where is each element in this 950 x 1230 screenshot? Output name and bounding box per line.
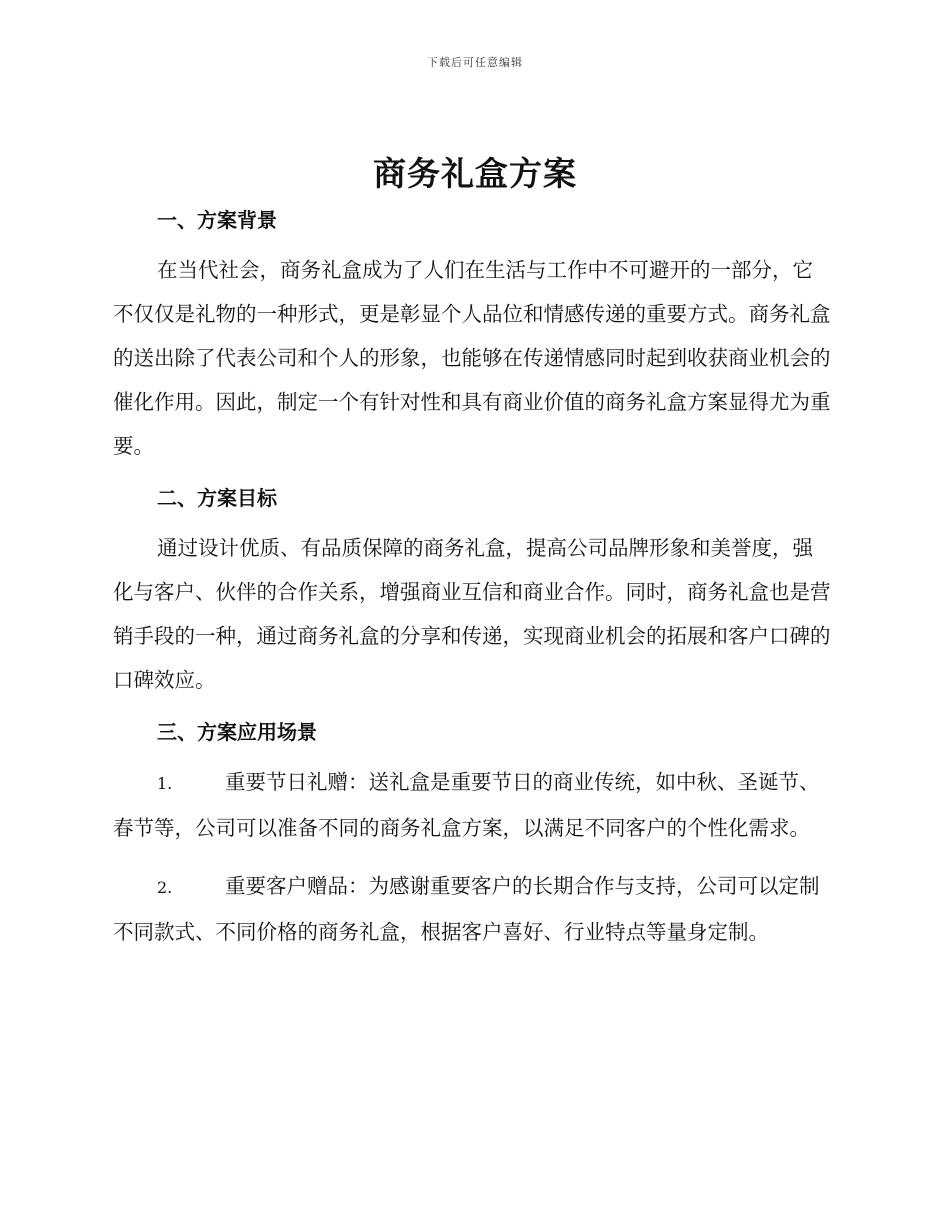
section-heading: 二、方案目标 [157,486,277,510]
list-item [113,864,833,954]
document-body [113,204,833,954]
section-paragraph: 通过设计优质、有品质保障的商务礼盒，提高公司品牌形象和美誉度，强化与客户、伙伴的合作关系，增强商业互信和商业合作。同时，商务礼盒也是营销手段的一种，通过商务礼盒的分享和传递，实现商业机会的拓展和客户口碑的口碑效应。 [113,536,831,692]
page-title: 商务礼盒方案 [373,154,577,193]
section-paragraph: 在当代社会，商务礼盒成为了人们在生活与工作中不可避开的一部分，它不仅仅是礼物的一种形式，更是彰显个人品位和情感传递的重要方式。商务礼盒的送出除了代表公司和个人的形象，也能够在传递情感同时起到收获商业机会的催化作用。因此，制定一个有针对性和具有商业价值的商务礼盒方案显得尤为重要。 [113,258,831,458]
list-item-text: 重要节日礼赠：送礼盒是重要节日的商业传统，如中秋、圣诞节、春节等，公司可以准备不同的商务礼盒方案，以满足不同客户的个性化需求。 [113,770,820,840]
list-item-text: 重要客户赠品：为感谢重要客户的长期合作与支持，公司可以定制不同款式、不同价格的商务礼盒，根据客户喜好、行业特点等量身定制。 [113,874,820,944]
list-number: 1. [157,774,173,793]
list-item [113,760,833,850]
section-goals [113,482,833,702]
header-note: 下载后可任意编辑 [427,56,523,69]
list-number: 2. [157,878,173,897]
section-scenarios [113,716,833,954]
section-heading: 一、方案背景 [157,208,277,232]
section-background [113,204,833,468]
section-heading: 三、方案应用场景 [157,720,317,744]
